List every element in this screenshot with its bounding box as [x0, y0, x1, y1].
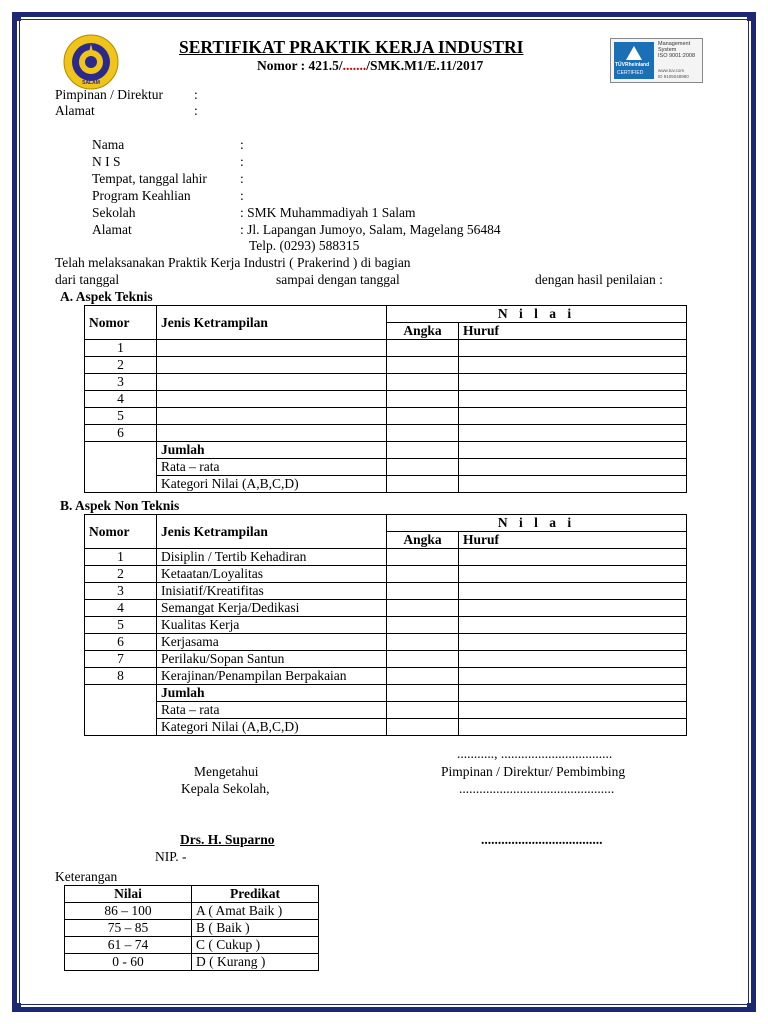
nis-colon: :: [240, 154, 244, 169]
legend-range: 86 – 100: [65, 903, 192, 920]
cell-angka: [387, 702, 459, 719]
number-prefix: Nomor : 421.5/: [257, 58, 343, 73]
nama-colon: :: [240, 137, 244, 152]
row-number: 5: [85, 408, 157, 425]
col-jenis: Jenis Ketrampilan: [157, 306, 387, 340]
ttl-colon: :: [240, 171, 244, 186]
row-number: 8: [85, 668, 157, 685]
skill-name: Ketaatan/Loyalitas: [157, 566, 387, 583]
jumlah-row: [85, 442, 687, 459]
pimpinan-colon: :: [194, 87, 198, 102]
cell-angka: [387, 719, 459, 736]
tuv-line-2: System: [658, 47, 677, 53]
tuv-footer-1: www.tuv.com: [658, 68, 685, 73]
head-name: Drs. H. Suparno: [180, 832, 275, 847]
telp-value: Telp. (0293) 588315: [249, 238, 360, 253]
row-number: 2: [85, 566, 157, 583]
table-row: [65, 954, 319, 971]
cell-jenis: [157, 408, 387, 425]
cell-huruf: [459, 549, 687, 566]
cell-huruf: [459, 357, 687, 374]
rata-row: [85, 702, 687, 719]
cell-angka: [387, 583, 459, 600]
table-row: [85, 583, 687, 600]
row-number: 4: [85, 391, 157, 408]
cell-angka: [387, 425, 459, 442]
cell-huruf: [459, 408, 687, 425]
cell-jenis: [157, 425, 387, 442]
pimpinan-signer-label: Pimpinan / Direktur/ Pembimbing: [441, 764, 626, 779]
place-date: ..........., .................................: [457, 746, 613, 761]
frame-corner: [15, 15, 21, 21]
program-colon: :: [240, 188, 244, 203]
frame-corner: [747, 1003, 753, 1009]
cell-angka: [387, 459, 459, 476]
table-row: [65, 937, 319, 954]
cell-jenis: [157, 374, 387, 391]
table-row: [85, 566, 687, 583]
tuv-line-1: Management: [658, 41, 691, 47]
sampai-tanggal: sampai dengan tanggal: [276, 272, 400, 287]
row-number: 7: [85, 651, 157, 668]
cell-huruf: [459, 719, 687, 736]
cell-jenis: [157, 391, 387, 408]
keterangan-label: Keterangan: [55, 869, 118, 884]
cell-angka: [387, 617, 459, 634]
alamat-sekolah-label: Alamat: [92, 222, 132, 237]
kepala-sekolah-label: Kepala Sekolah,: [181, 781, 270, 796]
cell-huruf: [459, 617, 687, 634]
cell-huruf: [459, 600, 687, 617]
kategori-row: [85, 719, 687, 736]
row-number: 5: [85, 617, 157, 634]
cell-angka: [387, 651, 459, 668]
cell-angka: [387, 549, 459, 566]
mengetahui-label: Mengetahui: [194, 764, 259, 779]
skill-name: Kualitas Kerja: [157, 617, 387, 634]
table-row: [85, 549, 687, 566]
jumlah-label: Jumlah: [157, 685, 387, 702]
row-number: 6: [85, 634, 157, 651]
col-huruf: Huruf: [459, 532, 687, 549]
school-logo: [61, 34, 121, 90]
aspek-teknis-table: [84, 305, 687, 493]
tuv-status: CERTIFIED: [617, 70, 644, 76]
cell-huruf: [459, 634, 687, 651]
kategori-row: [85, 476, 687, 493]
table-row: [65, 920, 319, 937]
cell-angka: [387, 391, 459, 408]
cell-angka: [387, 408, 459, 425]
cell-huruf: [459, 651, 687, 668]
tuv-brand: TÜVRheinland: [615, 62, 650, 68]
nip-label: NIP. -: [155, 849, 187, 864]
table-row: [85, 374, 687, 391]
nis-label: N I S: [92, 154, 121, 169]
jumlah-row: [85, 685, 687, 702]
cell-angka: [387, 566, 459, 583]
col-angka: Angka: [387, 323, 459, 340]
cell-angka: [387, 340, 459, 357]
cell-huruf: [459, 340, 687, 357]
table-row: [85, 634, 687, 651]
pimpinan-label: Pimpinan / Direktur: [55, 87, 163, 102]
cell-angka: [387, 374, 459, 391]
cell-huruf: [459, 583, 687, 600]
summary-blank: [85, 685, 157, 736]
table-row: [85, 617, 687, 634]
tuv-certification-badge: [610, 38, 703, 83]
number-dots: .......: [342, 58, 367, 73]
table-row: [85, 651, 687, 668]
col-nomor: Nomor: [85, 306, 157, 340]
alamat-label: Alamat: [55, 103, 95, 118]
frame-corner: [15, 1003, 21, 1009]
program-label: Program Keahlian: [92, 188, 191, 203]
legend-predikat: C ( Cukup ): [192, 937, 319, 954]
tuv-footer-2: ID 9105048980: [658, 74, 689, 79]
cell-angka: [387, 476, 459, 493]
cell-huruf: [459, 459, 687, 476]
table-row: [85, 391, 687, 408]
cell-huruf: [459, 391, 687, 408]
legend-range: 75 – 85: [65, 920, 192, 937]
legend-col-nilai: Nilai: [65, 886, 192, 903]
table-row: [85, 668, 687, 685]
skill-name: Perilaku/Sopan Santun: [157, 651, 387, 668]
section-a-title: A. Aspek Teknis: [60, 289, 153, 304]
table-row: [85, 357, 687, 374]
cell-huruf: [459, 425, 687, 442]
row-number: 2: [85, 357, 157, 374]
alamat-sekolah-value: : Jl. Lapangan Jumoyo, Salam, Magelang 56484: [240, 222, 501, 237]
rata-row: [85, 459, 687, 476]
tuv-logo-icon: [614, 42, 654, 79]
skill-name: Semangat Kerja/Dedikasi: [157, 600, 387, 617]
pimpinan-name-dots: ..............................................: [459, 781, 615, 796]
col-jenis: Jenis Ketrampilan: [157, 515, 387, 549]
alamat-colon: :: [194, 103, 198, 118]
title-text: SERTIFIKAT PRAKTIK KERJA INDUSTRI: [179, 37, 524, 57]
cell-huruf: [459, 374, 687, 391]
row-number: 3: [85, 374, 157, 391]
cell-angka: [387, 442, 459, 459]
school-logo-text: SALAM: [82, 80, 100, 86]
ttl-label: Tempat, tanggal lahir: [92, 171, 207, 186]
table-row: [85, 600, 687, 617]
cell-huruf: [459, 476, 687, 493]
col-angka: Angka: [387, 532, 459, 549]
col-huruf: Huruf: [459, 323, 687, 340]
cell-angka: [387, 685, 459, 702]
legend-predikat: D ( Kurang ): [192, 954, 319, 971]
legend-col-predikat: Predikat: [192, 886, 319, 903]
skill-name: Kerjasama: [157, 634, 387, 651]
cell-angka: [387, 634, 459, 651]
hasil-penilaian: dengan hasil penilaian :: [535, 272, 663, 287]
summary-blank: [85, 442, 157, 493]
table-row: [85, 340, 687, 357]
tuv-line-3: ISO 9001:2008: [658, 53, 696, 59]
certificate-title: [179, 37, 523, 57]
legend-range: 61 – 74: [65, 937, 192, 954]
cell-jenis: [157, 340, 387, 357]
cell-huruf: [459, 702, 687, 719]
sekolah-value: : SMK Muhammadiyah 1 Salam: [240, 205, 416, 220]
cell-angka: [387, 357, 459, 374]
sekolah-label: Sekolah: [92, 205, 136, 220]
cell-huruf: [459, 566, 687, 583]
dari-tanggal: dari tanggal: [55, 272, 120, 287]
skill-name: Disiplin / Tertib Kehadiran: [157, 549, 387, 566]
legend-range: 0 - 60: [65, 954, 192, 971]
rata-label: Rata – rata: [157, 702, 387, 719]
col-nomor: Nomor: [85, 515, 157, 549]
table-row: [65, 903, 319, 920]
legend-predikat: B ( Baik ): [192, 920, 319, 937]
frame-corner: [747, 15, 753, 21]
cell-angka: [387, 600, 459, 617]
cell-jenis: [157, 357, 387, 374]
cell-huruf: [459, 442, 687, 459]
cell-huruf: [459, 668, 687, 685]
number-suffix: /SMK.M1/E.11/2017: [366, 58, 484, 73]
table-row: [85, 425, 687, 442]
row-number: 6: [85, 425, 157, 442]
jumlah-label: Jumlah: [157, 442, 387, 459]
row-number: 3: [85, 583, 157, 600]
row-number: 4: [85, 600, 157, 617]
row-number: 1: [85, 549, 157, 566]
section-b-title: B. Aspek Non Teknis: [60, 498, 180, 513]
certificate-number: [257, 58, 483, 74]
cell-huruf: [459, 685, 687, 702]
kategori-label: Kategori Nilai (A,B,C,D): [157, 476, 387, 493]
statement-line: Telah melaksanakan Praktik Kerja Industri ( Prakerind ) di bagian: [55, 255, 411, 270]
aspek-non-teknis-table: [84, 514, 687, 736]
skill-name: Inisiatif/Kreatifitas: [157, 583, 387, 600]
legend-predikat: A ( Amat Baik ): [192, 903, 319, 920]
row-number: 1: [85, 340, 157, 357]
col-nilai: N i l a i: [387, 306, 687, 323]
nama-label: Nama: [92, 137, 125, 152]
table-row: [85, 408, 687, 425]
cell-angka: [387, 668, 459, 685]
col-nilai: N i l a i: [387, 515, 687, 532]
rata-label: Rata – rata: [157, 459, 387, 476]
pimpinan-signature-line: ....................................: [481, 832, 603, 847]
keterangan-table: [64, 885, 319, 971]
kategori-label: Kategori Nilai (A,B,C,D): [157, 719, 387, 736]
skill-name: Kerajinan/Penampilan Berpakaian: [157, 668, 387, 685]
